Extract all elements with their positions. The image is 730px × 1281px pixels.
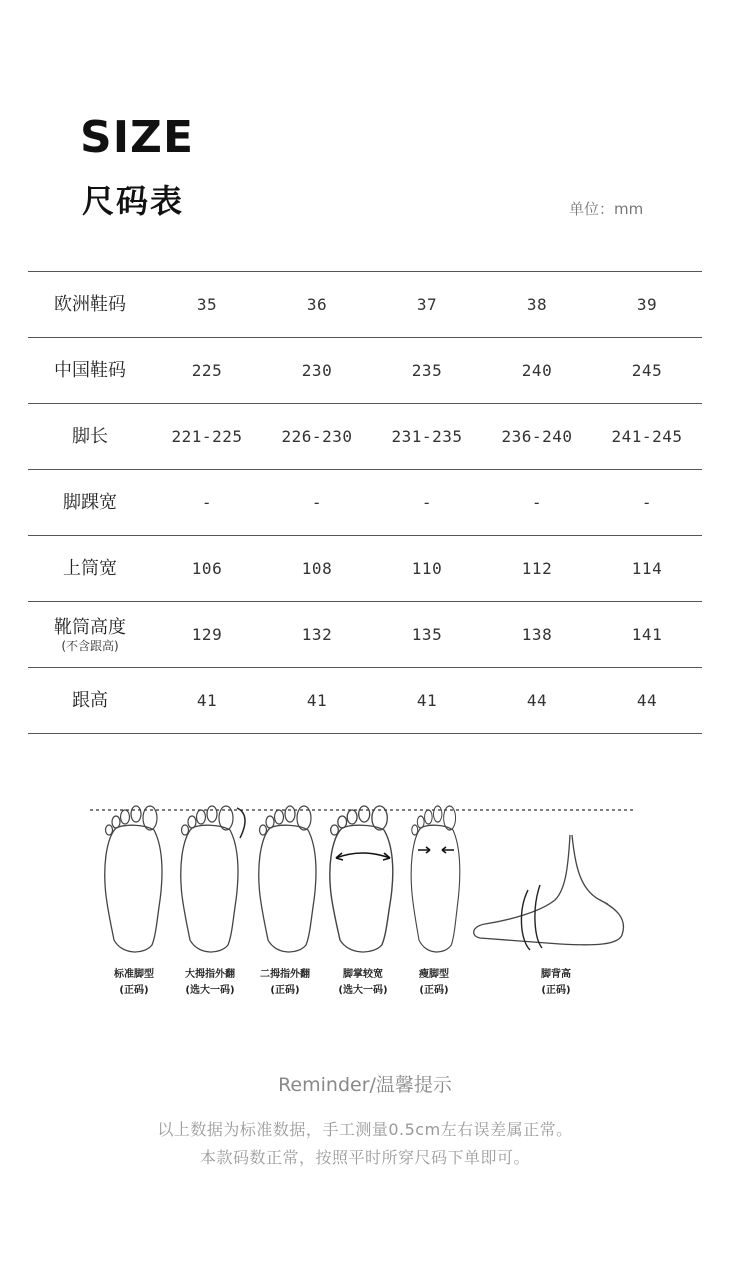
table-cell: 235	[372, 338, 482, 404]
table-row	[28, 404, 702, 470]
row-label: 上筒宽	[28, 536, 152, 602]
foot-type-label: 脚掌较宽 (选大一码)	[338, 969, 388, 996]
table-cell: 44	[482, 668, 592, 734]
row-label: 脚长	[28, 404, 152, 470]
row-label: 中国鞋码	[28, 338, 152, 404]
row-label: 脚踝宽	[28, 470, 152, 536]
table-cell: 37	[372, 272, 482, 338]
page-title-en: SIZE	[80, 112, 195, 163]
foot-type-label: 二拇指外翻 (正码)	[260, 969, 310, 996]
table-cell: 41	[372, 668, 482, 734]
table-cell: 236-240	[482, 404, 592, 470]
table-cell: -	[592, 470, 702, 536]
table-row	[28, 536, 702, 602]
table-cell: 138	[482, 602, 592, 668]
foot-high-instep-icon	[474, 835, 624, 950]
table-row	[28, 470, 702, 536]
table-row	[28, 602, 702, 668]
table-cell: 108	[262, 536, 372, 602]
table-cell: 35	[152, 272, 262, 338]
reminder-text: 以上数据为标准数据，手工测量0.5cm左右误差属正常。	[157, 1120, 573, 1139]
row-label: 欧洲鞋码	[28, 272, 152, 338]
page-title-cn: 尺码表	[82, 182, 185, 220]
table-cell: 240	[482, 338, 592, 404]
table-cell: 132	[262, 602, 372, 668]
table-cell: 225	[152, 338, 262, 404]
table-cell: 110	[372, 536, 482, 602]
table-cell: 36	[262, 272, 372, 338]
foot-type-label: 标准脚型 (正码)	[114, 969, 154, 996]
reminder-text: 本款码数正常，按照平时所穿尺码下单即可。	[199, 1148, 530, 1167]
foot-second-toe-icon	[259, 806, 316, 952]
table-row	[28, 338, 702, 404]
table-cell: -	[262, 470, 372, 536]
foot-slim-icon	[411, 806, 460, 952]
reminder-title: Reminder/温馨提示	[278, 1074, 452, 1096]
table-cell: 231-235	[372, 404, 482, 470]
table-cell: -	[482, 470, 592, 536]
foot-standard-icon	[105, 806, 162, 952]
foot-wide-icon	[330, 806, 393, 952]
table-cell: -	[372, 470, 482, 536]
table-cell: 39	[592, 272, 702, 338]
table-cell: 129	[152, 602, 262, 668]
table-cell: 38	[482, 272, 592, 338]
row-label: 靴筒高度 (不含跟高)	[28, 602, 152, 668]
table-row	[28, 668, 702, 734]
table-cell: 44	[592, 668, 702, 734]
table-cell: 112	[482, 536, 592, 602]
row-label: 跟高	[28, 668, 152, 734]
table-cell: 230	[262, 338, 372, 404]
table-row	[28, 272, 702, 338]
table-cell: 114	[592, 536, 702, 602]
table-cell: 226-230	[262, 404, 372, 470]
foot-type-label: 脚背高 (正码)	[541, 969, 571, 996]
foot-bunion-icon	[181, 806, 245, 952]
table-cell: 135	[372, 602, 482, 668]
size-table	[28, 271, 702, 734]
foot-type-label: 大拇指外翻 (选大一码)	[185, 969, 235, 996]
table-cell: 41	[152, 668, 262, 734]
table-cell: -	[152, 470, 262, 536]
table-cell: 141	[592, 602, 702, 668]
table-cell: 241-245	[592, 404, 702, 470]
foot-type-label: 瘦脚型 (正码)	[419, 969, 449, 996]
row-label-note: (不含跟高)	[61, 638, 119, 653]
table-cell: 106	[152, 536, 262, 602]
table-cell: 245	[592, 338, 702, 404]
table-cell: 221-225	[152, 404, 262, 470]
unit-label: 单位：mm	[569, 200, 644, 218]
table-cell: 41	[262, 668, 372, 734]
